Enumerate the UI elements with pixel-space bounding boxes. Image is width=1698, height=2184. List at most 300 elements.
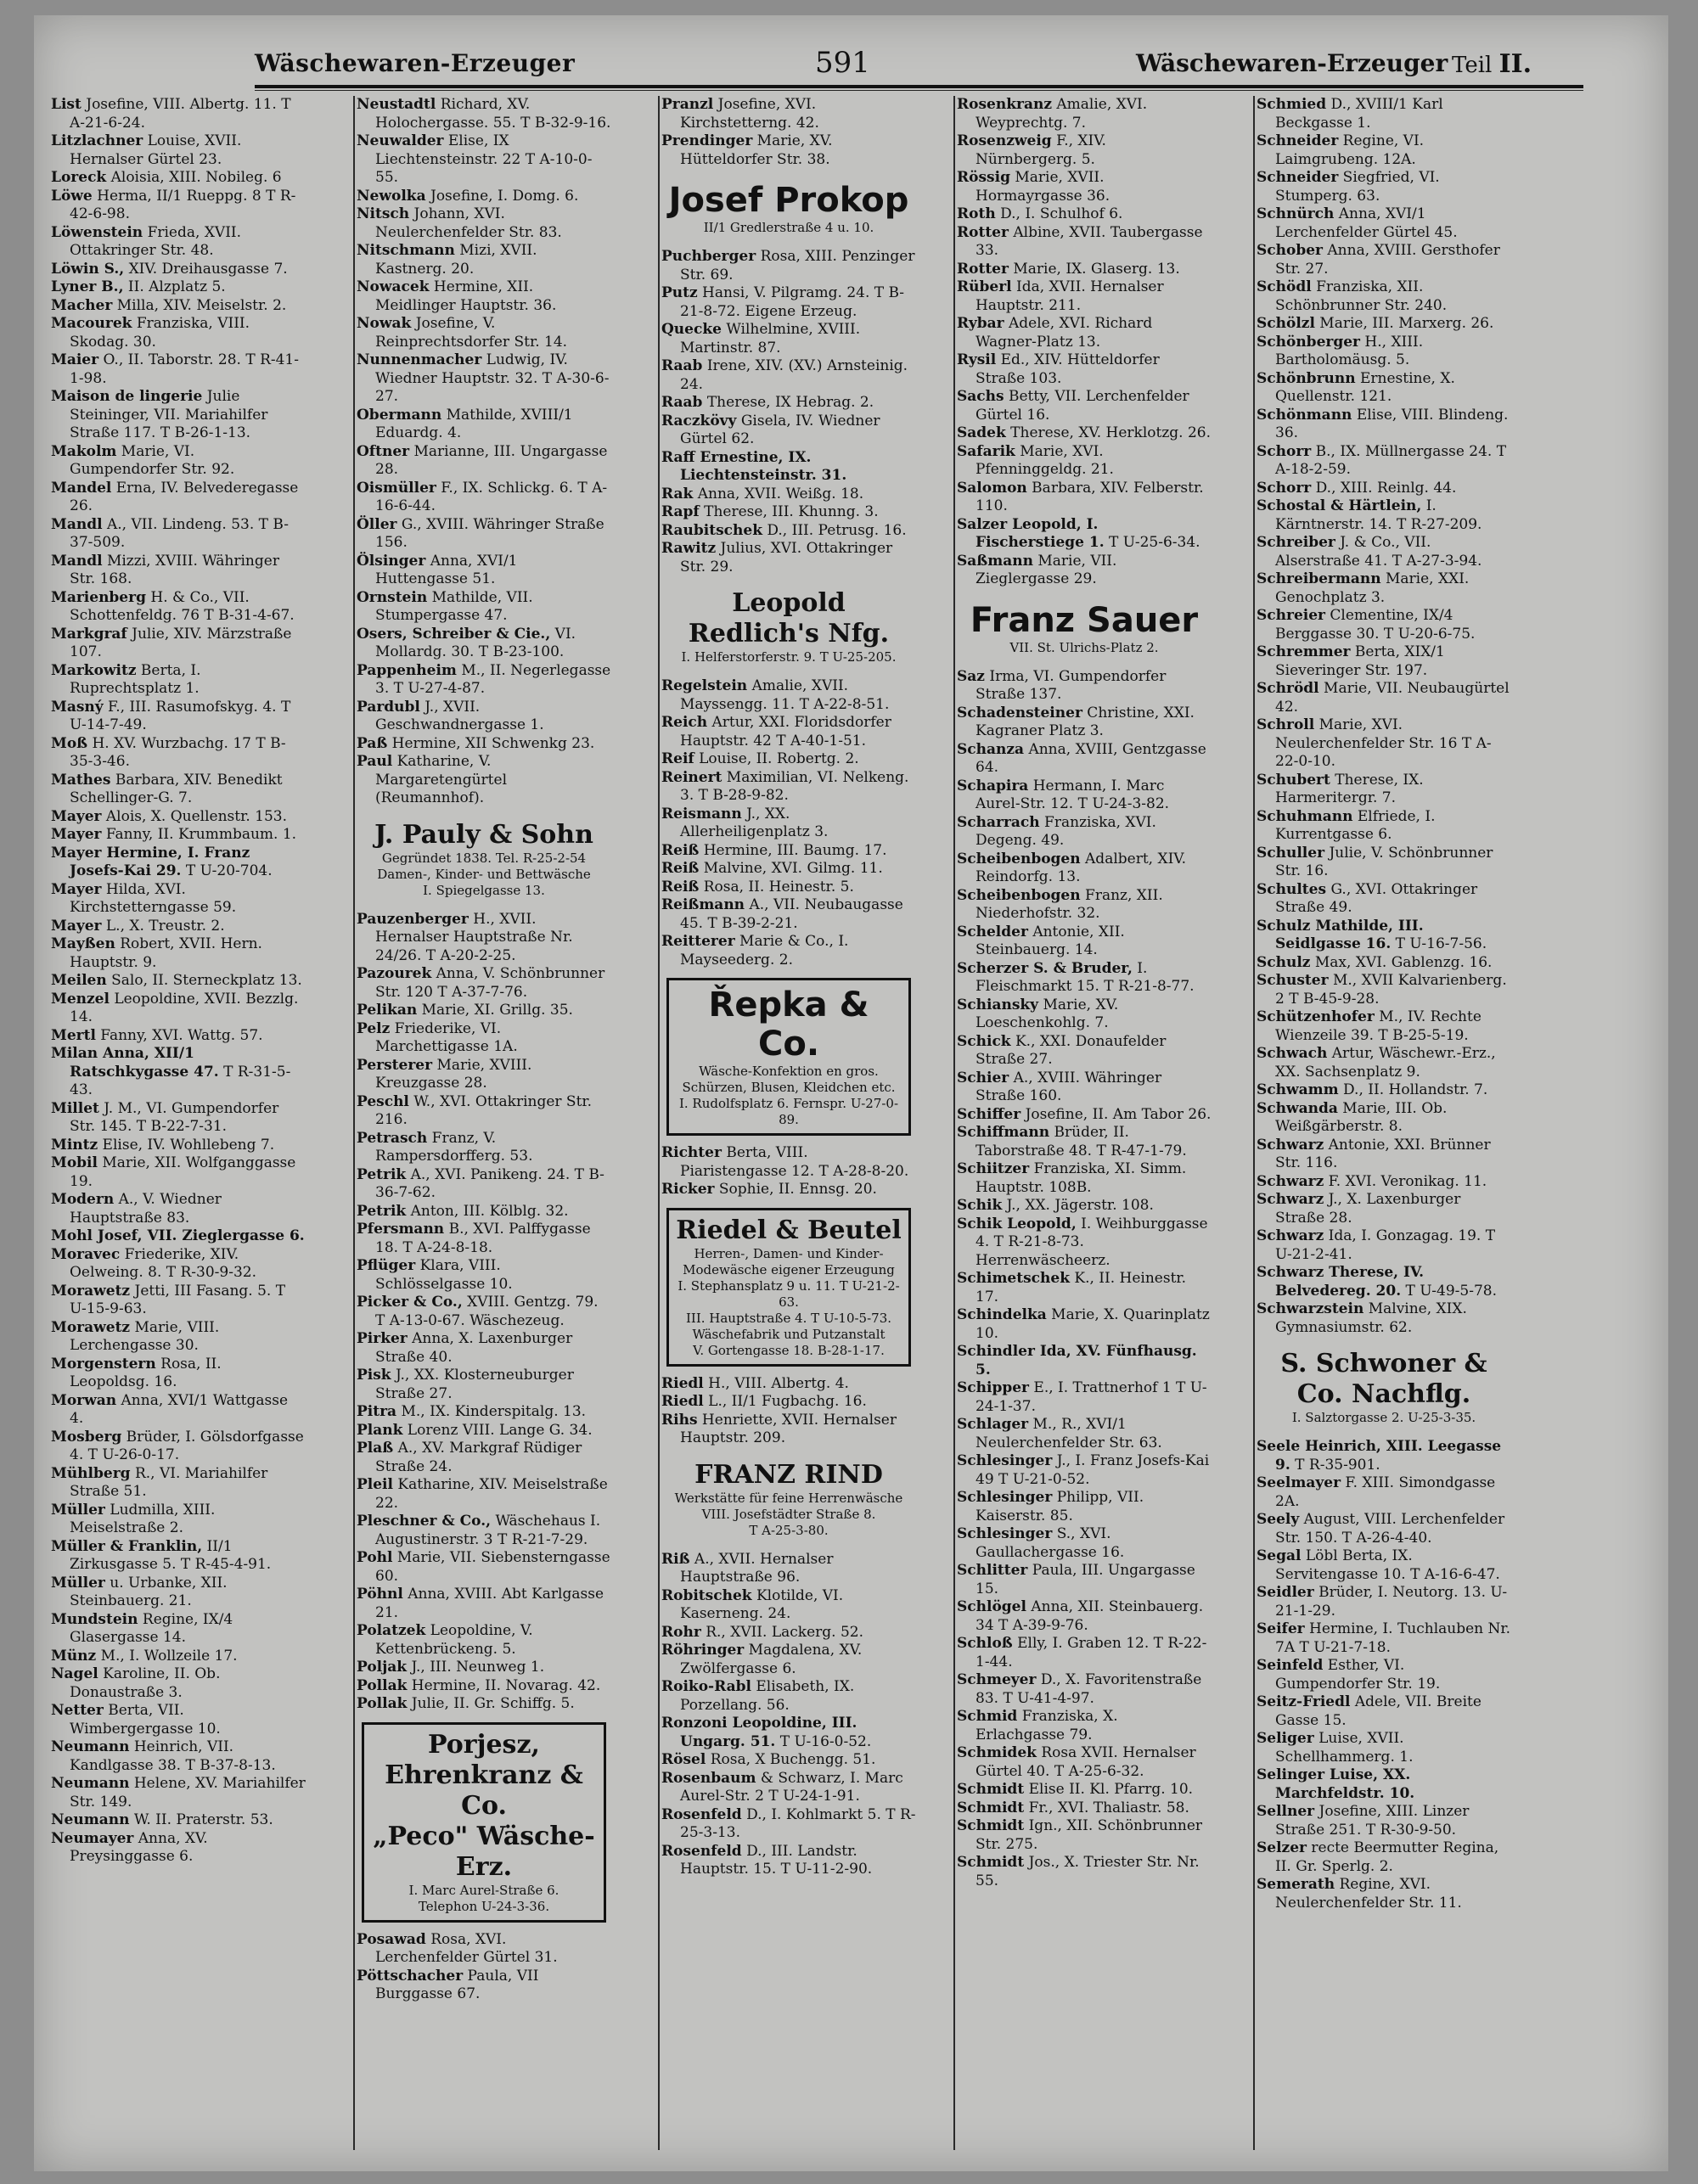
list-item xyxy=(661,1642,916,1678)
entry-details: Marie, IX. Glaserg. 13. xyxy=(1008,260,1180,278)
entry-name: Pelikan xyxy=(357,1002,418,1019)
entry-name: Polatzek xyxy=(357,1622,426,1639)
list-item xyxy=(51,96,306,132)
entry-name: Rössig xyxy=(957,169,1010,186)
list-item xyxy=(357,1622,611,1659)
entry-details: J., XX. Jägerstr. 108. xyxy=(1002,1197,1154,1214)
list-item xyxy=(1257,1620,1511,1657)
list-item xyxy=(357,1002,611,1020)
list-item xyxy=(357,1294,611,1330)
entry-name: Schipper xyxy=(957,1379,1029,1396)
entry-name: Pleil xyxy=(357,1476,393,1493)
entry-name: Nagel xyxy=(51,1665,98,1682)
entry-details: Magdalena, XV. Zwölfergasse 6. xyxy=(680,1642,863,1677)
entry-name: Pfersmann xyxy=(357,1221,445,1238)
entry-name: Schick xyxy=(957,1032,1011,1050)
list-item xyxy=(957,96,1212,132)
list-item xyxy=(51,443,306,480)
entry-details: Katharine, V. Margaretengürtel (Reumannhof). xyxy=(375,753,508,806)
entry-details: Friederike, VI. Marchettigasse 1A. xyxy=(375,1019,518,1055)
entry-details: Antonie, XXI. Brünner Str. 116. xyxy=(1275,1136,1491,1171)
entry-details: Brüder, I. Neutorg. 13. U-21-1-29. xyxy=(1275,1584,1508,1620)
list-item xyxy=(661,1412,916,1448)
directory-page xyxy=(34,15,1668,2171)
list-item xyxy=(957,553,1212,589)
entry-details: D., I. Schulhof 6. xyxy=(995,205,1123,222)
entry-details: Friederike, XIV. Oelweing. 8. T R-30-9-32. xyxy=(70,1245,257,1281)
entry-name: Schwanda xyxy=(1257,1099,1338,1117)
entry-details: Franziska, VIII. Skodag. 30. xyxy=(70,315,250,351)
list-item xyxy=(357,1422,611,1440)
entry-name: Schmidt xyxy=(957,1781,1025,1798)
list-item xyxy=(51,1775,306,1811)
ad-text-line: Telephon U-24-3-36. xyxy=(418,1898,550,1914)
list-item xyxy=(1257,1137,1511,1173)
list-item xyxy=(1257,972,1511,1008)
list-item xyxy=(957,480,1212,516)
list-item xyxy=(957,315,1212,351)
entry-details: H. & Co., VII. Schottenfeldg. 76 T B-31-4-67. xyxy=(70,588,295,624)
list-item xyxy=(357,132,611,188)
list-item xyxy=(1257,1191,1511,1227)
list-item xyxy=(51,935,306,972)
entry-name: Selzer xyxy=(1257,1839,1307,1856)
entry-details: Esther, VI. Gumpendorfer Str. 19. xyxy=(1275,1657,1441,1693)
entry-name: Pazourek xyxy=(357,965,432,982)
list-item xyxy=(957,132,1212,169)
entry-details: J., III. Neunweg 1. xyxy=(407,1659,545,1676)
list-item xyxy=(51,1100,306,1137)
entry-name: Lyner B., xyxy=(51,278,124,295)
list-item xyxy=(1257,570,1511,607)
entry-name: Mayer Hermine, I. Franz Josefs-Kai 29. xyxy=(51,844,250,879)
entry-name: Schiffmann xyxy=(957,1124,1050,1141)
entry-name: Mayer xyxy=(51,826,102,843)
entry-name: Paul xyxy=(357,753,393,770)
entry-name: Loreck xyxy=(51,169,107,186)
entry-name: Pleschner & Co., xyxy=(357,1513,492,1530)
entry-name: Oftner xyxy=(357,442,410,460)
entry-name: Sachs xyxy=(957,388,1004,405)
header-rule xyxy=(255,85,1583,88)
entry-name: Pappenheim xyxy=(357,661,457,679)
list-item xyxy=(661,284,916,321)
entry-details: A., XVII. Hernalser Hauptstraße 96. xyxy=(680,1550,834,1586)
list-item xyxy=(957,1124,1212,1160)
advertisement xyxy=(960,601,1208,656)
entry-name: Seelmayer xyxy=(1257,1474,1341,1491)
entry-details: A., V. Wiedner Hauptstraße 83. xyxy=(70,1191,222,1227)
entry-name: Poljak xyxy=(357,1659,408,1676)
list-item xyxy=(1257,716,1511,772)
entry-name: Schik Leopold, xyxy=(957,1215,1077,1232)
entry-name: Schnürch xyxy=(1257,205,1335,222)
entry-name: Nitschmann xyxy=(357,242,455,259)
list-item xyxy=(51,1283,306,1319)
entry-name: Litzlachner xyxy=(51,132,143,149)
entry-details: D., X. Favoritenstraße 83. T U-41-4-97. xyxy=(976,1671,1202,1707)
list-item xyxy=(957,705,1212,741)
entry-name: Schulz Mathilde, III. Seidlgasse 16. xyxy=(1257,917,1424,952)
entry-name: Schuster xyxy=(1257,972,1329,989)
ad-text-line: V. Gortengasse 18. B-28-1-17. xyxy=(693,1342,885,1358)
page-number: 591 xyxy=(815,46,870,80)
entry-details: Aloisia, XIII. Nobileg. 6 xyxy=(106,169,282,186)
list-item xyxy=(357,1440,611,1476)
entry-name: Schulz xyxy=(1257,953,1311,971)
ad-company-name: Riedel & Beutel xyxy=(676,1215,902,1245)
entry-details: Mathilde, VII. Stumpergasse 47. xyxy=(375,588,533,624)
entry-details: Mathilde, XVIII/1 Eduardg. 4. xyxy=(375,406,573,441)
list-item xyxy=(51,553,306,589)
entry-details: Anna, XVI/1 Lerchenfelder Gürtel 45. xyxy=(1275,205,1458,241)
entry-details: A., XVI. Panikeng. 24. T B-36-7-62. xyxy=(375,1165,604,1201)
entry-details: Henriette, XVII. Hernalser Hauptstr. 209. xyxy=(680,1411,897,1446)
entry-details: Clementine, IX/4 Berggasse 30. T U-20-6-75. xyxy=(1275,607,1476,643)
list-item xyxy=(661,1678,916,1715)
ad-text-line: Damen-, Kinder- und Bettwäsche xyxy=(377,866,591,882)
list-item xyxy=(51,826,306,845)
list-item xyxy=(51,808,306,827)
list-item xyxy=(51,1154,306,1191)
entry-name: Mühlberg xyxy=(51,1464,131,1482)
entry-details: Berta, VIII. Piaristengasse 12. T A-28-8-20. xyxy=(680,1144,909,1180)
list-item xyxy=(1257,1657,1511,1693)
list-item xyxy=(51,1538,306,1575)
entry-details: Mizi, XVII. Kastnerg. 20. xyxy=(375,242,537,278)
entry-name: Prendinger xyxy=(661,132,753,149)
list-item xyxy=(661,1715,916,1751)
entry-name: Oismüller xyxy=(357,479,436,497)
entry-details: Ida, I. Gonzagag. 19. T U-21-2-41. xyxy=(1275,1227,1496,1263)
entry-name: Pohl xyxy=(357,1549,393,1566)
entry-name: Markgraf xyxy=(51,625,127,643)
entry-name: Netter xyxy=(51,1702,104,1719)
entry-details: Josefine, XVI. Kirchstetterng. 42. xyxy=(680,96,819,132)
ad-text-line: Gegründet 1838. Tel. R-25-2-54 xyxy=(381,850,587,866)
entry-details: Marie, VI. Gumpendorfer Str. 92. xyxy=(70,442,235,478)
entry-name: Schlesinger xyxy=(957,1489,1053,1506)
list-item xyxy=(957,205,1212,224)
ad-subname: „Peco" Wäsche-Erz. xyxy=(373,1821,595,1882)
entry-details: Rosa, II. Leopoldsg. 16. xyxy=(70,1355,222,1390)
entry-details: Wäschehaus I. Augustinerstr. 3 T R-21-7-29. xyxy=(375,1513,601,1548)
entry-details: W. II. Praterstr. 53. xyxy=(129,1811,273,1828)
entry-name: Reißmann xyxy=(661,896,745,913)
list-item xyxy=(1257,1264,1511,1300)
list-item xyxy=(357,1020,611,1057)
list-item xyxy=(1257,132,1511,169)
entry-details: Marie, XVII. Hormayrgasse 36. xyxy=(976,169,1110,205)
entry-name: Rosenkranz xyxy=(957,96,1052,113)
list-item xyxy=(1257,1730,1511,1766)
list-item xyxy=(1257,315,1511,334)
list-item xyxy=(51,1648,306,1666)
entry-details: Marie, VII. Siebensterngasse 60. xyxy=(375,1549,610,1585)
list-item xyxy=(51,699,306,735)
list-item xyxy=(957,960,1212,997)
entry-name: Rihs xyxy=(661,1411,698,1429)
entry-name: Rohr xyxy=(661,1623,701,1641)
entry-name: Plaß xyxy=(357,1440,394,1457)
entry-details: Elise II. Kl. Pfarrg. 10. xyxy=(1024,1781,1194,1798)
entry-details: Franziska, XI. Simm. Hauptstr. 108B. xyxy=(976,1160,1187,1196)
ad-company-name: Josef Prokop xyxy=(668,181,909,220)
entry-details: D., XVIII/1 Karl Beckgasse 1. xyxy=(1275,96,1443,132)
entry-name: Schadensteiner xyxy=(957,704,1082,721)
entry-name: Schmid xyxy=(957,1708,1018,1725)
list-item xyxy=(51,261,306,279)
entry-name: Reif xyxy=(661,750,694,767)
entry-details: Erna, IV. Belvederegasse 26. xyxy=(70,479,299,514)
entry-details: Julie Steininger, VII. Mariahilfer Straße 117. T B-26-1-13. xyxy=(70,388,268,441)
entry-details: Salo, II. Sterneckplatz 13. xyxy=(106,972,302,989)
entry-details: Rosa, II. Heinestr. 5. xyxy=(699,878,854,895)
list-item xyxy=(51,1045,306,1100)
entry-name: Macher xyxy=(51,296,113,314)
list-item xyxy=(51,735,306,772)
entry-details: Albine, XVII. Taubergasse 33. xyxy=(976,223,1203,259)
entry-name: Löwin S., xyxy=(51,260,125,278)
list-item xyxy=(357,407,611,443)
entry-name: Reich xyxy=(661,714,708,731)
list-item xyxy=(51,972,306,991)
entry-name: Newolka xyxy=(357,187,426,205)
entry-details: J., X. Laxenburger Straße 28. xyxy=(1275,1191,1461,1227)
list-item xyxy=(957,1671,1212,1708)
ad-text-line: Herren-, Damen- und Kinder- xyxy=(694,1245,884,1261)
ad-text-line: I. Spiegelgasse 13. xyxy=(423,882,545,898)
entry-details: D., I. Kohlmarkt 5. T R-25-3-13. xyxy=(680,1805,916,1841)
list-item xyxy=(661,449,916,486)
list-item xyxy=(51,991,306,1027)
advertisement xyxy=(360,820,608,899)
list-item xyxy=(1257,1438,1511,1474)
list-item xyxy=(357,205,611,242)
list-item xyxy=(957,351,1212,388)
entry-details: I. Fleischmarkt 15. T R-21-8-77. xyxy=(976,959,1195,995)
entry-details: Hermine, II. Novarag. 42. xyxy=(407,1676,601,1694)
list-item xyxy=(1257,1300,1511,1337)
entry-details: Paula, VII Burggasse 67. xyxy=(375,1967,539,2002)
entry-name: Reiß xyxy=(661,860,700,877)
entry-details: H. XV. Wurzbachg. 17 T B-35-3-46. xyxy=(70,734,286,770)
entry-details: Elise, IX Liechtensteinstr. 22 T A-10-0-55. xyxy=(375,132,593,186)
list-item xyxy=(661,132,916,169)
entry-details: & Schwarz, I. Marc Aurel-Str. 2 T U-24-1-91. xyxy=(680,1769,903,1805)
entry-details: Anna, XII. Steinbauerg. 34 T A-39-9-76. xyxy=(976,1598,1204,1634)
entry-details: Josefine, II. Am Tabor 26. xyxy=(1020,1105,1212,1123)
list-item xyxy=(661,321,916,357)
entry-name: Schloß xyxy=(957,1635,1013,1652)
entry-name: Raff Ernestine, IX. Liechtensteinstr. 31. xyxy=(661,448,847,484)
entry-name: Schelder xyxy=(957,923,1028,940)
entry-details: Artur, XXI. Floridsdorfer Hauptstr. 42 T A-40-1-51. xyxy=(680,714,891,750)
list-item xyxy=(661,96,916,132)
list-item xyxy=(957,1708,1212,1744)
entry-name: Schlager xyxy=(957,1416,1029,1433)
entry-name: Puchberger xyxy=(661,248,756,265)
entry-details: Fanny, XVI. Wattg. 57. xyxy=(95,1026,263,1044)
list-item xyxy=(957,388,1212,424)
list-item xyxy=(957,261,1212,279)
list-item xyxy=(357,188,611,206)
list-item xyxy=(357,1057,611,1093)
entry-name: Schanza xyxy=(957,740,1025,758)
list-item xyxy=(661,1806,916,1843)
entry-name: Schmidt xyxy=(957,1799,1025,1816)
list-item xyxy=(957,424,1212,443)
list-item xyxy=(51,881,306,918)
list-item xyxy=(357,1659,611,1677)
entry-details: Marie, VIII. Lerchengasse 30. xyxy=(70,1318,220,1354)
entry-name: Ricker xyxy=(661,1181,715,1198)
list-item xyxy=(51,516,306,553)
list-item xyxy=(1257,1584,1511,1620)
entry-name: Nunnenmacher xyxy=(357,351,482,368)
entry-details: A., VII. Neubaugasse 45. T B-39-2-21. xyxy=(680,896,903,932)
list-item xyxy=(661,860,916,879)
entry-details: D., II. Hollandstr. 7. xyxy=(1338,1081,1488,1098)
list-item xyxy=(1257,278,1511,315)
entry-details: Fr., XVI. Thaliastr. 58. xyxy=(1024,1799,1189,1816)
list-item xyxy=(957,443,1212,480)
entry-details: Katharine, XIV. Meiselstraße 22. xyxy=(375,1476,608,1512)
entry-name: Schapira xyxy=(957,777,1029,794)
entry-details: Franz, V. Rampersdorfferg. 53. xyxy=(375,1129,533,1165)
entry-name: Müller & Franklin, xyxy=(51,1537,203,1555)
list-item xyxy=(1257,1693,1511,1730)
list-item xyxy=(51,388,306,443)
ad-text-line: II/1 Gredlerstraße 4 u. 10. xyxy=(703,220,874,235)
entry-name: Rotter xyxy=(957,260,1009,278)
list-item xyxy=(957,887,1212,924)
list-item xyxy=(661,357,916,394)
list-item xyxy=(1257,1045,1511,1081)
entry-name: Neuwalder xyxy=(357,132,444,149)
list-item xyxy=(1257,169,1511,205)
entry-details: Marie, XVI. Pfenninggeldg. 21. xyxy=(976,442,1114,478)
entry-name: Pollak xyxy=(357,1676,408,1694)
page-header xyxy=(212,37,1588,81)
list-item xyxy=(957,1197,1212,1216)
entry-name: Saßmann xyxy=(957,552,1033,570)
entry-details: L., X. Treustr. 2. xyxy=(101,917,225,935)
entry-name: Putz xyxy=(661,284,698,301)
entry-details: H., XVII. Hernalser Hauptstraße Nr. 24/26. T A-20-2-25. xyxy=(375,910,573,964)
list-item xyxy=(661,1587,916,1624)
entry-details: Josefine, VIII. Albertg. 11. T A-21-6-24. xyxy=(70,96,291,132)
list-item xyxy=(357,1367,611,1403)
entry-name: Mandel xyxy=(51,479,112,497)
entry-name: Rüberl xyxy=(957,278,1012,295)
entry-name: Picker & Co., xyxy=(357,1294,463,1311)
entry-name: Mundstein xyxy=(51,1610,138,1628)
list-item xyxy=(1257,954,1511,973)
entry-name: Scheibenbogen xyxy=(957,850,1081,867)
entry-details: R., VI. Mariahilfer Straße 51. xyxy=(70,1464,268,1500)
entry-details: Lorenz VIII. Lange G. 34. xyxy=(402,1421,593,1439)
entry-details: Anna, XV. Preysinggasse 6. xyxy=(70,1829,208,1865)
entry-details: Anton, III. Kölblg. 32. xyxy=(406,1202,569,1220)
entry-name: Peschl xyxy=(357,1092,409,1110)
entry-name: Pöhnl xyxy=(357,1586,403,1603)
list-item xyxy=(957,1070,1212,1106)
entry-name: Schreiber xyxy=(1257,534,1335,551)
list-item xyxy=(51,1811,306,1830)
entry-name: Neumann xyxy=(51,1738,130,1755)
entry-details: Malvine, XVI. Gilmg. 11. xyxy=(699,860,883,877)
list-item xyxy=(51,315,306,351)
entry-details: M., II. Negerlegasse 3. T U-27-4-87. xyxy=(375,661,611,697)
entry-name: Sadek xyxy=(957,424,1006,441)
list-item xyxy=(51,662,306,699)
entry-details: T R-35-901. xyxy=(1290,1456,1380,1474)
list-item xyxy=(51,1575,306,1611)
entry-name: Maison de lingerie xyxy=(51,388,203,405)
entry-details: M., I. Wollzeile 17. xyxy=(96,1647,238,1665)
entry-name: Ronzoni Leopoldine, III. Ungarg. 51. xyxy=(661,1715,857,1750)
header-part-number: II. xyxy=(1498,49,1532,79)
entry-name: Schlesinger xyxy=(957,1452,1053,1469)
list-item xyxy=(661,486,916,504)
list-item xyxy=(357,965,611,1002)
list-item xyxy=(661,1770,916,1806)
entry-name: Schreier xyxy=(1257,607,1325,624)
list-item xyxy=(357,351,611,407)
list-item xyxy=(957,1452,1212,1489)
list-item xyxy=(957,1525,1212,1562)
list-item xyxy=(357,753,611,808)
entry-details: K., XXI. Donaufelder Straße 27. xyxy=(976,1032,1167,1068)
entry-details: Klotilde, VI. Kaserneng. 24. xyxy=(680,1586,844,1622)
list-item xyxy=(1257,480,1511,498)
entry-name: Mertl xyxy=(51,1026,96,1044)
list-item xyxy=(661,806,916,842)
entry-name: Seinfeld xyxy=(1257,1657,1324,1674)
list-item xyxy=(1257,1474,1511,1511)
advertisement xyxy=(665,181,913,236)
entry-details: Hermann, I. Marc Aurel-Str. 12. T U-24-3-82. xyxy=(976,777,1170,812)
entry-name: Pranzl xyxy=(661,96,714,113)
list-item xyxy=(661,677,916,714)
entry-name: Reinert xyxy=(661,768,722,786)
list-item xyxy=(1257,205,1511,242)
ad-company-name: Řepka & Co. xyxy=(708,985,869,1064)
list-item xyxy=(357,553,611,589)
entry-details: A., VII. Lindeng. 53. T B-37-509. xyxy=(70,515,289,551)
entry-name: Schiitzer xyxy=(957,1160,1030,1177)
list-item xyxy=(51,1429,306,1465)
list-item xyxy=(957,169,1212,205)
entry-name: Riedl xyxy=(661,1374,704,1392)
list-item xyxy=(661,413,916,449)
entry-details: Berta, VII. Wimbergergasse 10. xyxy=(70,1702,221,1738)
entry-details: Louise, II. Robertg. 2. xyxy=(694,750,859,767)
list-item xyxy=(661,1181,916,1199)
entry-name: Mobil xyxy=(51,1154,98,1171)
entry-details: Irene, XIV. (XV.) Arnsteinig. 24. xyxy=(680,357,908,393)
list-item xyxy=(357,1330,611,1367)
list-item xyxy=(1257,1766,1511,1803)
list-item xyxy=(1257,1803,1511,1839)
entry-name: Morgenstern xyxy=(51,1355,156,1373)
entry-name: Reismann xyxy=(661,805,742,823)
entry-name: Morwan xyxy=(51,1391,117,1409)
entry-name: Schwamm xyxy=(1257,1081,1339,1098)
entry-name: Nowacek xyxy=(357,278,430,295)
list-item xyxy=(661,1551,916,1587)
